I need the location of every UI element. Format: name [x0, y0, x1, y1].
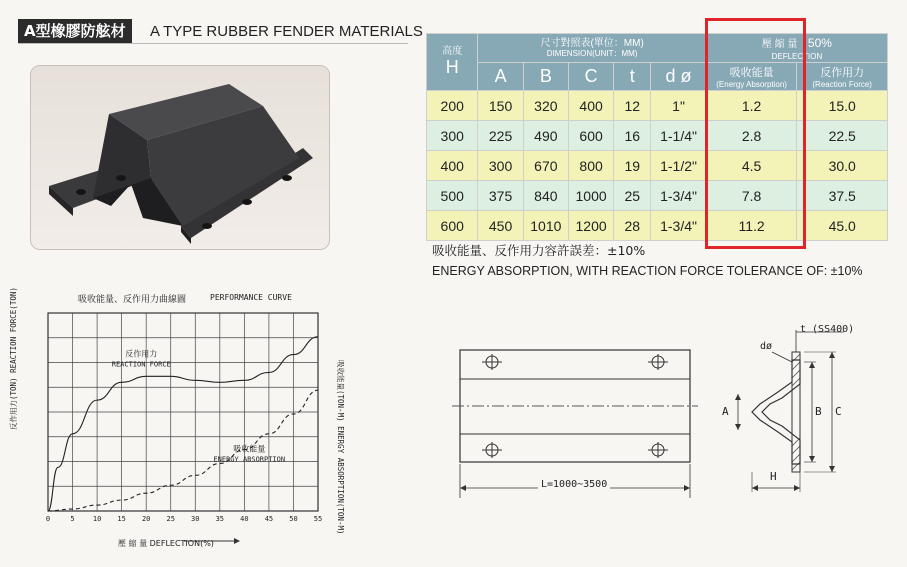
- col-dim-en: DIMENSION(UNIT：MM): [546, 48, 638, 58]
- cell-h: 400: [427, 151, 478, 181]
- cell-t: 12: [614, 91, 651, 121]
- chart-ticks: [46, 515, 322, 523]
- sub-header-a: A: [478, 63, 523, 91]
- cell-h: 200: [427, 91, 478, 121]
- cell-energy: 2.8: [706, 121, 797, 151]
- cell-h: 500: [427, 181, 478, 211]
- cell-force: 37.5: [797, 181, 888, 211]
- series-label-en-0: REACTION FORCE: [111, 360, 171, 369]
- cell-d: 1-3/4": [651, 181, 707, 211]
- x-tick-label: 30: [191, 515, 200, 523]
- title-cn: A型橡膠防舷材: [18, 19, 132, 43]
- cell-energy: 7.8: [706, 181, 797, 211]
- sub-header-c: C: [568, 63, 613, 91]
- table-row: [427, 151, 888, 181]
- x-tick-label: 10: [92, 515, 102, 523]
- cell-d: 1-3/4": [651, 211, 707, 241]
- table-row: [427, 91, 888, 121]
- energy-en: (Energy Absorption): [716, 79, 787, 89]
- table-row: [427, 121, 888, 151]
- cell-b: 840: [523, 181, 568, 211]
- x-tick-label: 5: [70, 515, 75, 523]
- tolerance-note-cn: 吸收能量、反作用力容許誤差：±10%: [432, 243, 646, 258]
- force-header: [797, 63, 888, 91]
- x-tick-label: 40: [240, 515, 249, 523]
- series-label-cn-1: 吸收能量: [233, 444, 266, 454]
- cell-c: 600: [568, 121, 613, 151]
- col-defl-en: DEFLECTION: [771, 52, 823, 61]
- product-photo: [30, 65, 330, 250]
- col-defl-pct: 50%: [807, 36, 832, 50]
- cell-t: 28: [614, 211, 651, 241]
- b-label: B: [815, 405, 822, 418]
- col-height-cn: 高度: [442, 46, 463, 57]
- x-tick-label: 20: [141, 515, 151, 523]
- cell-b: 320: [523, 91, 568, 121]
- sub-header-t: t: [614, 63, 651, 91]
- force-en: (Reaction Force): [812, 79, 872, 89]
- cell-force: 22.5: [797, 121, 888, 151]
- chart-series-labels: [112, 349, 285, 464]
- chart-title-en: PERFORMANCE CURVE: [210, 293, 292, 302]
- cell-b: 1010: [523, 211, 568, 241]
- xlabel-arrow-icon: [182, 536, 242, 546]
- cell-d: 1-1/2": [651, 151, 707, 181]
- cell-d: 1": [651, 91, 707, 121]
- cell-a: 300: [478, 151, 523, 181]
- cell-d: 1-1/4": [651, 121, 707, 151]
- h-label: H: [770, 470, 777, 483]
- cell-h: 600: [427, 211, 478, 241]
- chart-title: 吸收能量、反作用力曲線圖: [78, 295, 187, 305]
- performance-chart: [30, 305, 330, 530]
- a-label: A: [722, 405, 729, 418]
- x-tick-label: 25: [166, 515, 175, 523]
- series-line-0: [48, 337, 318, 511]
- table-row: [427, 211, 888, 241]
- cell-c: 1200: [568, 211, 613, 241]
- dimension-table: [426, 33, 888, 241]
- cell-c: 1000: [568, 181, 613, 211]
- series-label-en-1: ENERGY ABSORPTION: [213, 455, 286, 464]
- table-row: [427, 181, 888, 211]
- length-label: L=1000~3500: [538, 479, 610, 490]
- chart-lines: [48, 337, 318, 511]
- sub-header-d: d ø: [651, 63, 707, 91]
- x-tick-label: 50: [289, 515, 298, 523]
- col-height-sym: H: [445, 57, 459, 77]
- x-tick-label: 35: [215, 515, 225, 523]
- chart-xlabel: 壓 縮 量 DEFLECTION(%): [118, 539, 214, 548]
- sub-header-b: B: [523, 63, 568, 91]
- d-label: dø: [760, 341, 773, 352]
- cell-energy: 11.2: [706, 211, 797, 241]
- x-tick-label: 0: [45, 515, 51, 523]
- col-dim-header: [478, 34, 706, 63]
- x-tick-label: 15: [117, 515, 126, 523]
- x-tick-label: 45: [264, 515, 274, 523]
- fender-illustration: [31, 66, 330, 250]
- chart-ylabel-left: 反作用力(TON) REACTION FORCE(TON): [9, 287, 18, 430]
- cell-energy: 4.5: [706, 151, 797, 181]
- c-label: C: [835, 405, 842, 418]
- cell-a: 450: [478, 211, 523, 241]
- col-height-header: [427, 34, 478, 91]
- energy-cn: 吸收能量: [729, 66, 774, 79]
- cell-b: 670: [523, 151, 568, 181]
- title-en: A TYPE RUBBER FENDER MATERIALS: [150, 23, 423, 40]
- t-label: t (SS400): [800, 324, 855, 335]
- cell-t: 25: [614, 181, 651, 211]
- cell-force: 45.0: [797, 211, 888, 241]
- cell-c: 800: [568, 151, 613, 181]
- cell-c: 400: [568, 91, 613, 121]
- chart-grid: [48, 313, 318, 511]
- cell-t: 19: [614, 151, 651, 181]
- cell-b: 490: [523, 121, 568, 151]
- cell-energy: 1.2: [706, 91, 797, 121]
- col-defl-cn: 壓 縮 量: [761, 39, 798, 50]
- cell-force: 15.0: [797, 91, 888, 121]
- tolerance-note-en: ENERGY ABSORPTION, WITH REACTION FORCE TOLERANCE OF: ±10%: [432, 264, 863, 278]
- cell-a: 225: [478, 121, 523, 151]
- force-cn: 反作用力: [820, 66, 865, 79]
- cell-force: 30.0: [797, 151, 888, 181]
- cell-h: 300: [427, 121, 478, 151]
- col-dim-cn: 尺寸對照表(單位：MM): [540, 37, 644, 49]
- drawing-side-view: [712, 322, 872, 497]
- chart-ylabel-right: 吸收能量(TON-M) ENERGY ABSORPTION(TON-M): [336, 360, 345, 535]
- series-label-cn-0: 反作用力: [125, 349, 158, 359]
- highlight-box: [705, 18, 806, 249]
- drawing-front-view: [452, 342, 702, 502]
- cell-a: 150: [478, 91, 523, 121]
- cell-t: 16: [614, 121, 651, 151]
- cell-a: 375: [478, 181, 523, 211]
- x-tick-label: 55: [313, 515, 323, 523]
